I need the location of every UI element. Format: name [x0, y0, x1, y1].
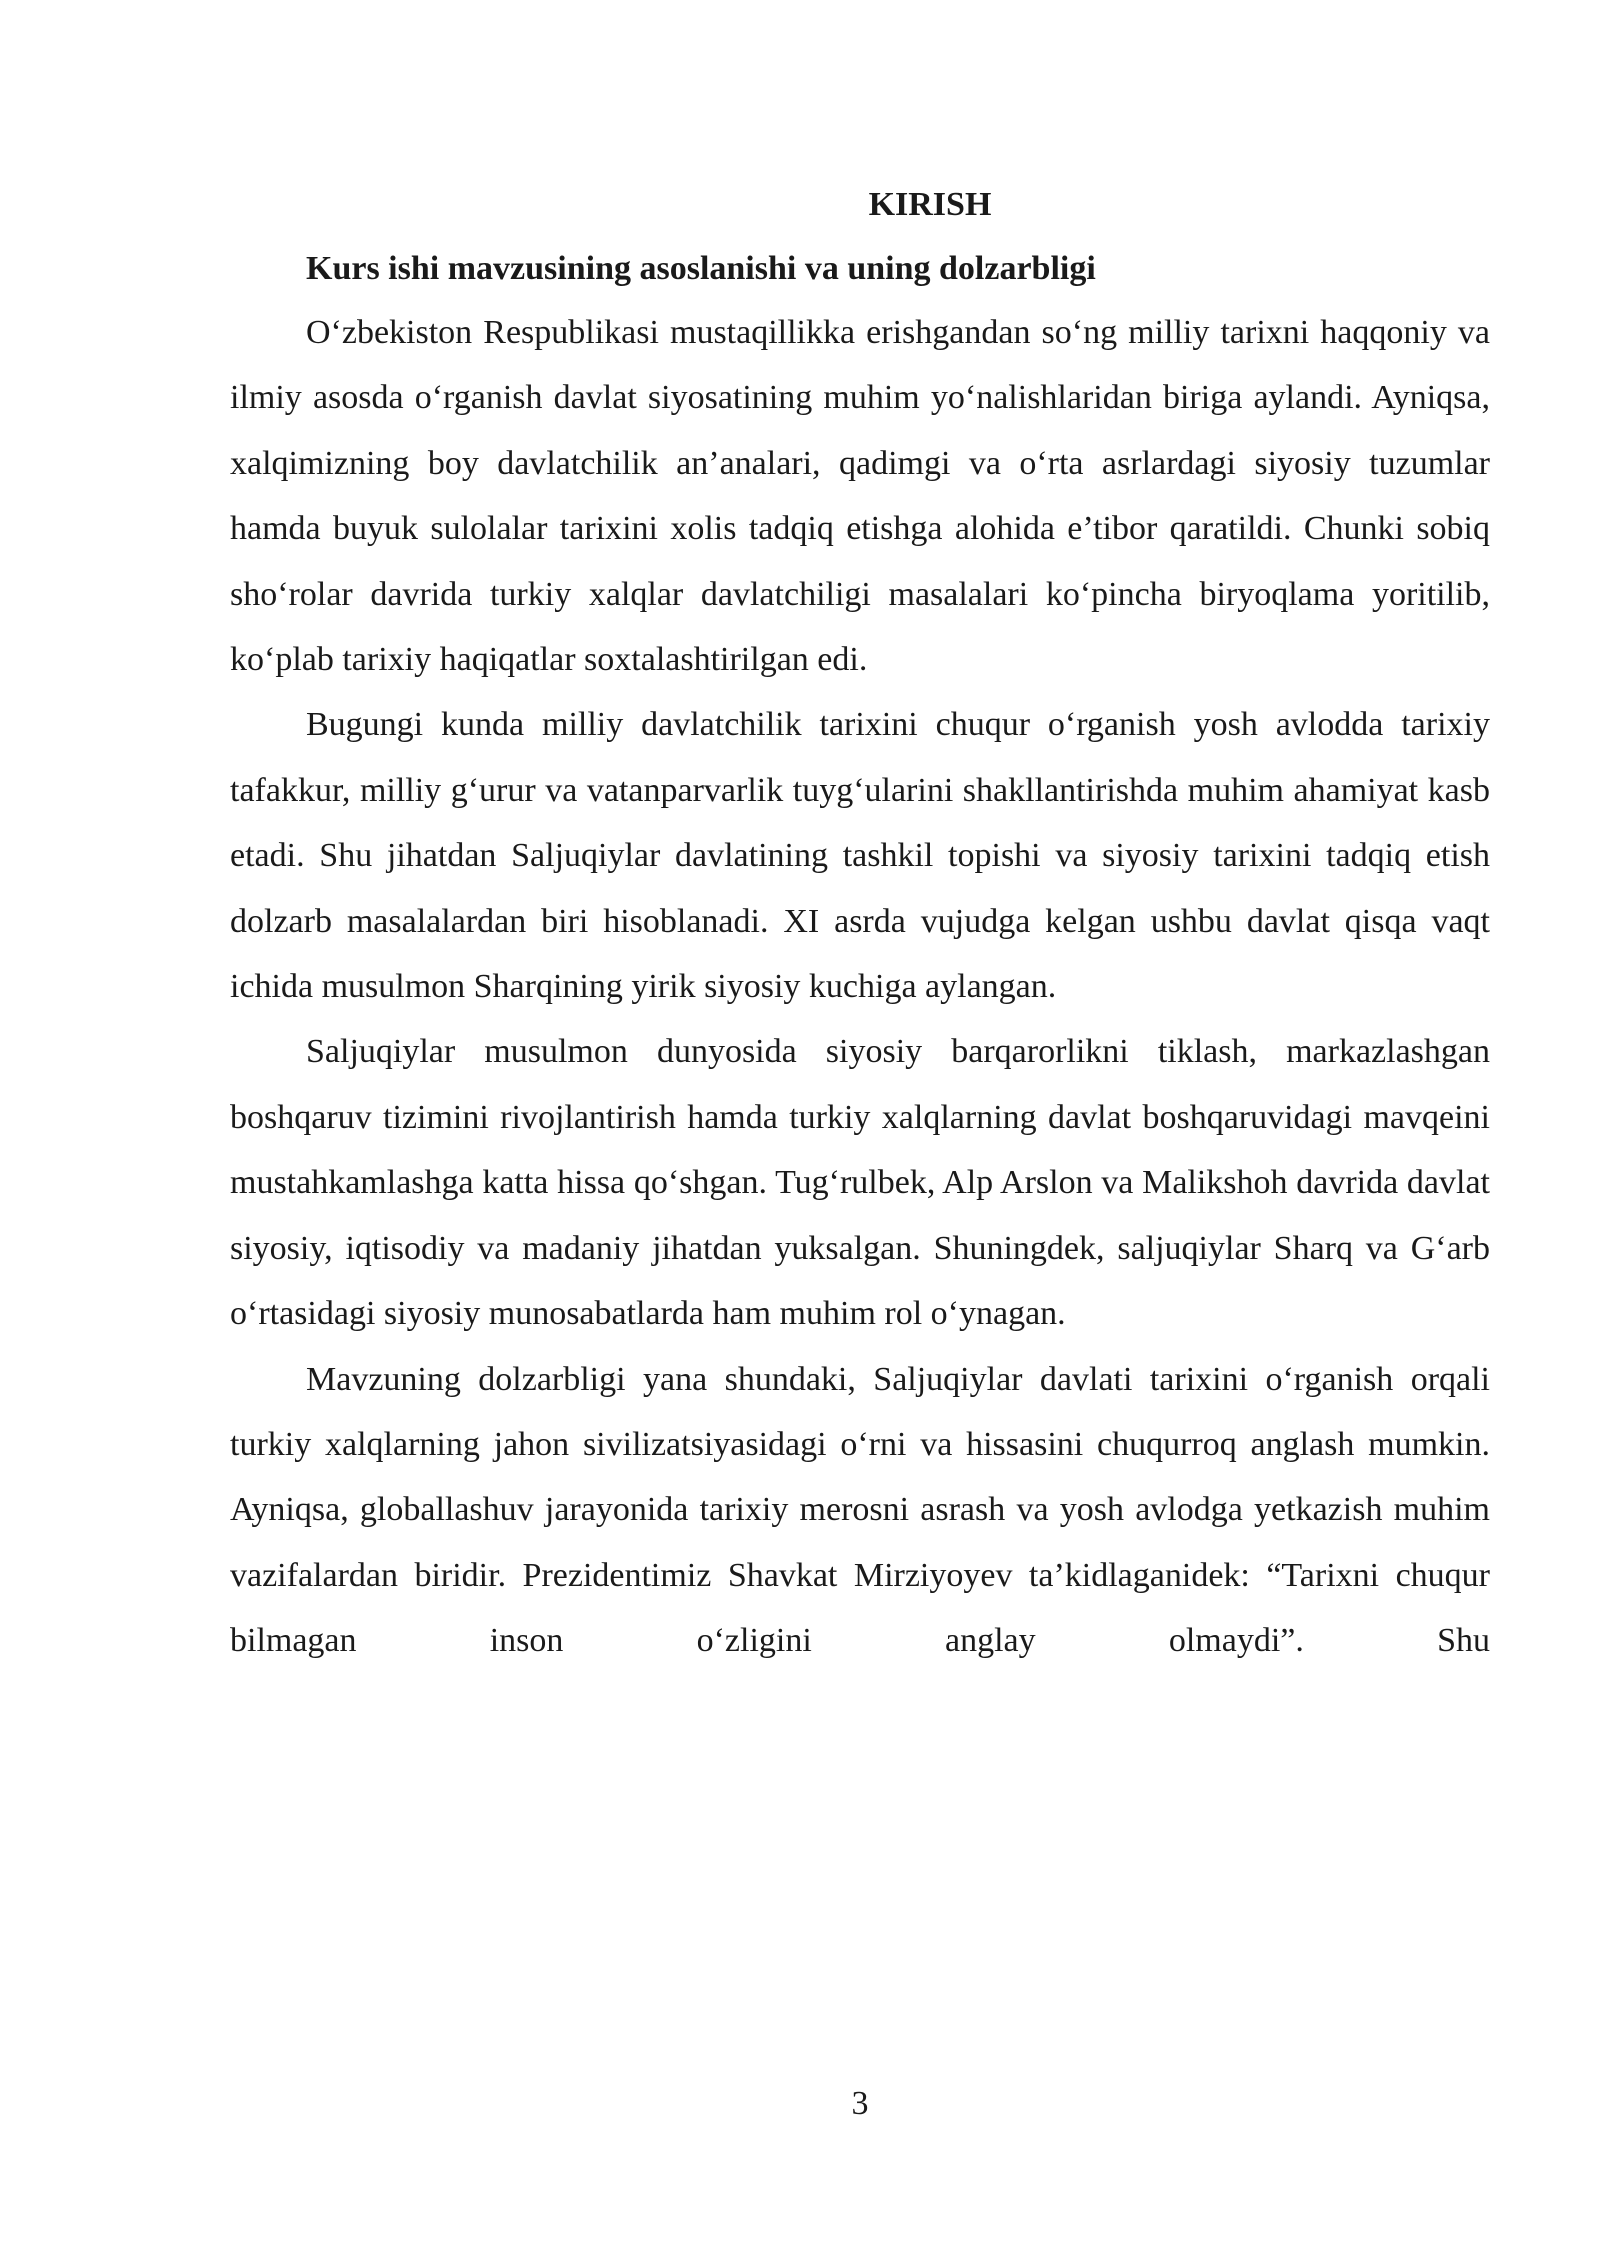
document-subtitle: Kurs ishi mavzusining asoslanishi va uning dolzarbligi: [306, 250, 1096, 287]
paragraph-2: Bugungi kunda milliy davlatchilik tarixini chuqur o‘rganish yosh avlodda tarixiy tafakkur, milliy g‘urur va vatanparvarlik tuyg‘ularini shakllantirishda muhim ahamiyat kasb etadi. Shu jihatdan Saljuqiylar davlatining tashkil topishi va siyosiy tarixini tadqiq etish dolzarb masalalardan biri hisoblanadi. XI asrda vujudga kelgan ushbu davlat qisqa vaqt ichida musulmon Sharqining yirik siyosiy kuchiga aylangan.: [230, 706, 1490, 1006]
paragraph-4: Mavzuning dolzarbligi yana shundaki, Saljuqiylar davlati tarixini o‘rganish orqali turkiy xalqlarning jahon sivilizatsiyasidagi o‘rni va hissasini chuqurroq anglash mumkin. Ayniqsa, globallashuv jarayonida tarixiy merosni asrash va yosh avlodga yetkazish muhim vazifalardan biridir. Prezidentimiz Shavkat Mirziyoyev ta’kidlaganidek: “Tarixni chuqur bilmagan inson o‘zligini anglay olmaydi”. Shu: [230, 1360, 1490, 1660]
page-number: 3: [851, 2085, 869, 2122]
paragraph-1: O‘zbekiston Respublikasi mustaqillikka erishgandan so‘ng milliy tarixni haqqoniy va ilmiy asosda o‘rganish davlat siyosatining muhim yo‘nalishlaridan biriga aylandi. Ayniqsa, xalqimizning boy davlatchilik an’analari, qadimgi va o‘rta asrlardagi siyosiy tuzumlar hamda buyuk sulolalar tarixini xolis tadqiq etishga alohida e’tibor qaratildi. Chunki sobiq sho‘rolar davrida turkiy xalqlar davlatchiligi masalalari ko‘pincha biryoqlama yoritilib, ko‘plab tarixiy haqiqatlar soxtalashtirilgan edi.: [230, 314, 1490, 679]
paragraph-3: Saljuqiylar musulmon dunyosida siyosiy barqarorlikni tiklash, markazlashgan boshqaruv tizimini rivojlantirish hamda turkiy xalqlarning davlat boshqaruvidagi mavqeini mustahkamlashga katta hissa qo‘shgan. Tug‘rulbek, Alp Arslon va Malikshoh davrida davlat siyosiy, iqtisodiy va madaniy jihatdan yuksalgan. Shuningdek, saljuqiylar Sharq va G‘arb o‘rtasidagi siyosiy munosabatlarda ham muhim rol o‘ynagan.: [230, 1033, 1490, 1333]
document-page: [230, 178, 1490, 1674]
document-title: KIRISH: [868, 186, 992, 223]
